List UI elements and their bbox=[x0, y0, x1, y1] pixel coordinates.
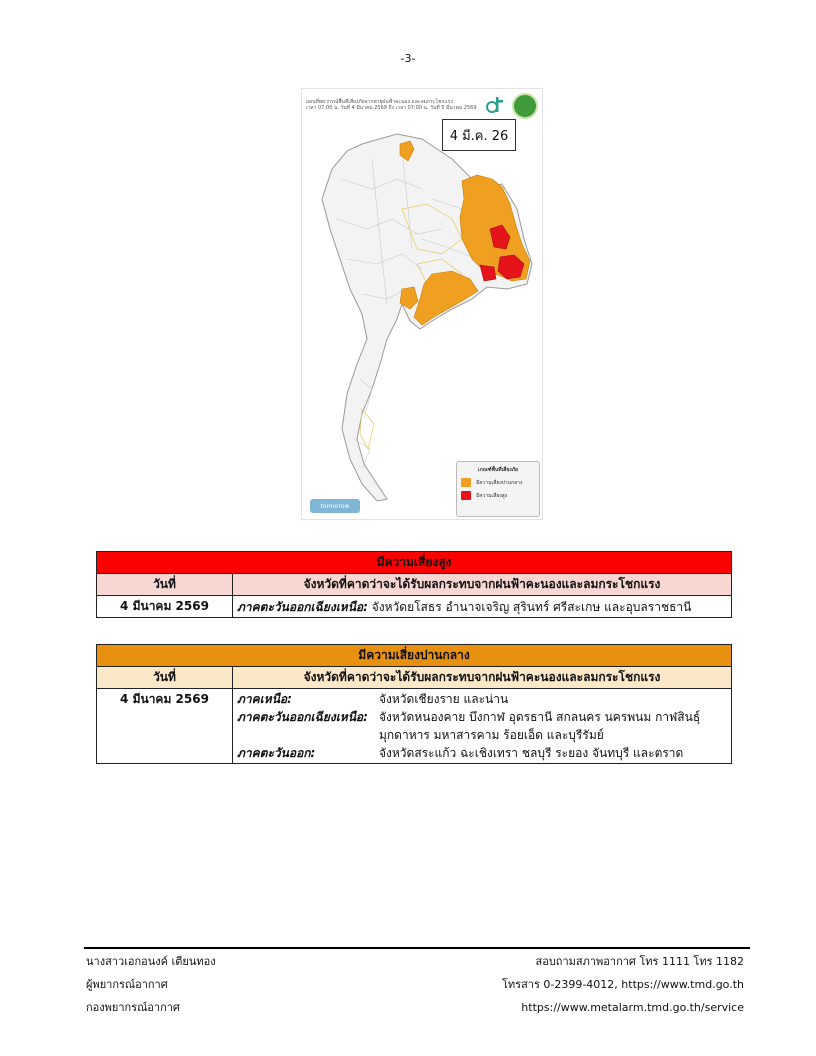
medium-risk-title: มีความเสี่ยงปานกลาง bbox=[97, 645, 732, 667]
medium-risk-date: 4 มีนาคม 2569 bbox=[97, 689, 233, 764]
high-risk-header-row bbox=[97, 574, 732, 596]
table-row bbox=[97, 689, 732, 764]
tomorrow-badge: tomorrow bbox=[310, 499, 360, 513]
medium-risk-area-cell bbox=[233, 689, 732, 764]
footer-right bbox=[502, 950, 744, 1019]
medium-provinces-northeast: จังหวัดหนองคาย บึงกาฬ อุดรธานี สกลนคร นครพนม กาฬสินธุ์ bbox=[379, 710, 701, 724]
map-header bbox=[306, 99, 496, 111]
legend-swatch-high bbox=[461, 491, 471, 500]
thailand-map-icon bbox=[302, 89, 542, 519]
footer-divider bbox=[84, 947, 750, 949]
legend-item-medium bbox=[461, 478, 539, 487]
medium-risk-header-row bbox=[97, 667, 732, 689]
medium-provinces-north: จังหวัดเชียงราย และน่าน bbox=[379, 692, 509, 706]
legend-label-medium: มีความเสี่ยงปานกลาง bbox=[476, 479, 523, 486]
medium-region-northeast: ภาคตะวันออกเฉียงเหนือ: bbox=[237, 710, 368, 724]
medium-region-east: ภาคตะวันออก: bbox=[237, 746, 316, 760]
medium-provinces-east: จังหวัดสระแก้ว ฉะเชิงเทรา ชลบุรี ระยอง จันทบุรี และตราด bbox=[379, 746, 684, 760]
ministry-seal-icon bbox=[512, 93, 538, 119]
page-number: -3- bbox=[400, 52, 416, 65]
high-risk-col-area: จังหวัดที่คาดว่าจะได้รับผลกระทบจากฝนฟ้าคะนองและลมกระโชกแรง bbox=[233, 574, 732, 596]
medium-provinces-northeast-cont: มุกดาหาร มหาสารคาม ร้อยเอ็ด และบุรีรัมย์ bbox=[379, 728, 604, 742]
map-date-label: 4 มี.ค. 26 bbox=[442, 119, 516, 151]
contact-fax: โทรสาร 0-2399-4012, https://www.tmd.go.th bbox=[502, 978, 744, 991]
medium-risk-col-date: วันที่ bbox=[97, 667, 233, 689]
high-risk-provinces: จังหวัดยโสธร อำนาจเจริญ สุรินทร์ ศรีสะเกษ และอุบลราชธานี bbox=[371, 599, 692, 614]
contact-phone: สอบถามสภาพอากาศ โทร 1111 โทร 1182 bbox=[535, 955, 744, 968]
medium-risk-col-area: จังหวัดที่คาดว่าจะได้รับผลกระทบจากฝนฟ้าคะนองและลมกระโชกแรง bbox=[233, 667, 732, 689]
high-risk-title-row bbox=[97, 552, 732, 574]
forecaster-title: ผู้พยากรณ์อากาศ bbox=[86, 978, 168, 991]
high-risk-date: 4 มีนาคม 2569 bbox=[97, 596, 233, 618]
tmd-logo-icon bbox=[486, 95, 504, 115]
medium-risk-title-row bbox=[97, 645, 732, 667]
legend-item-high bbox=[461, 491, 539, 500]
high-risk-region: ภาคตะวันออกเฉียงเหนือ: bbox=[237, 599, 368, 614]
map-header-line1: แผนที่พยากรณ์พื้นที่เสี่ยงภัยจากพายุฝนฟ้าคะนอง และลมกระโชกแรง bbox=[306, 99, 453, 105]
medium-risk-table bbox=[96, 644, 732, 764]
map-header-line2: เวลา 07:00 น. วันที่ 4 มีนาคม 2569 ถึง เวลา 07:00 น. วันที่ 5 มีนาคม 2569 bbox=[306, 105, 477, 111]
high-risk-table bbox=[96, 551, 732, 618]
forecast-division: กองพยากรณ์อากาศ bbox=[86, 1001, 180, 1014]
forecaster-name: นางสาวเอกอนงค์ เตียนทอง bbox=[86, 955, 216, 968]
high-risk-col-date: วันที่ bbox=[97, 574, 233, 596]
legend-label-high: มีความเสี่ยงสูง bbox=[476, 492, 508, 499]
map-legend bbox=[456, 461, 540, 517]
high-risk-area-cell bbox=[233, 596, 732, 618]
high-risk-title: มีความเสี่ยงสูง bbox=[97, 552, 732, 574]
legend-title: เกณฑ์พื้นที่เสี่ยงภัย bbox=[478, 467, 518, 473]
table-row bbox=[97, 596, 732, 618]
risk-map bbox=[301, 88, 543, 520]
contact-url: https://www.metalarm.tmd.go.th/service bbox=[521, 1001, 744, 1014]
legend-swatch-medium bbox=[461, 478, 471, 487]
footer-left bbox=[86, 950, 216, 1019]
medium-region-north: ภาคเหนือ: bbox=[237, 692, 292, 706]
